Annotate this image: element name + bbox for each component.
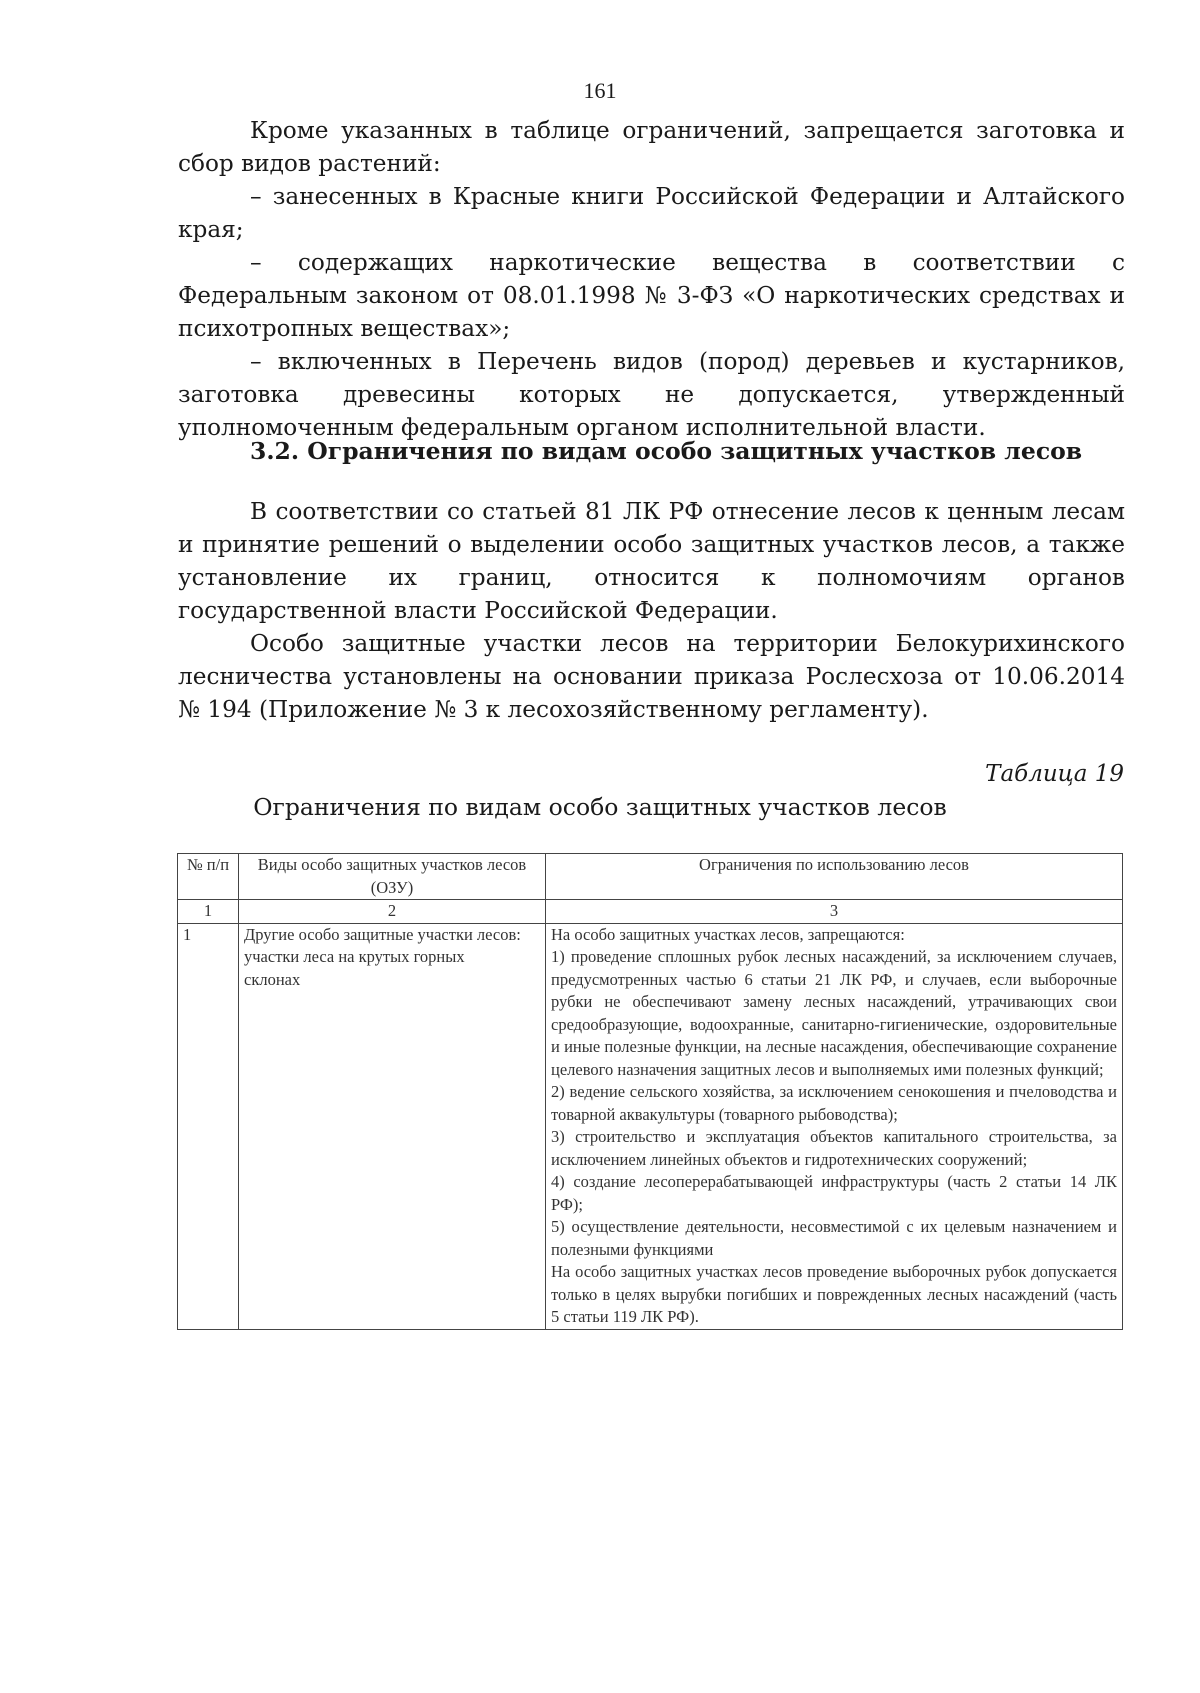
table-column-number-row [178, 900, 1123, 924]
row-number: 1 [178, 923, 239, 1329]
section-heading: 3.2. Ограничения по видам особо защитных участков лесов [250, 437, 1083, 465]
section-paragraph: В соответствии со статьей 81 ЛК РФ отнесение лесов к ценным лесам и принятие решений о выделении особо защитных участков лесов, а также установление их границ, относится к полномочиям органов государственной власти Российской Федерации. [178, 498, 1125, 624]
intro-list-item: – включенных в Перечень видов (пород) деревьев и кустарников, заготовка древесины которых не допускается, утвержденный уполномоченным федеральным органом исполнительной власти. [178, 348, 1125, 441]
intro-list-item: – занесенных в Красные книги Российской Федерации и Алтайского края; [178, 183, 1125, 243]
row-kind-label: Другие особо защитные участки лесов: [244, 924, 521, 944]
restriction-item: 3) строительство и эксплуатация объектов капитального строительства, за исключением линейных объектов и гидротехнических сооружений; [551, 1127, 1117, 1169]
restriction-item: 4) создание лесоперерабатывающей инфраструктуры (часть 2 статьи 14 ЛК РФ); [551, 1172, 1117, 1214]
restriction-item: На особо защитных участках лесов, запрещаются: [551, 924, 905, 944]
intro-list-item: – содержащих наркотические вещества в соответствии с Федеральным законом от 08.01.1998 № 3-ФЗ «О наркотических средствах и психотропных веществах»; [178, 249, 1125, 342]
header-cell-kind: Виды особо защитных участков лесов (ОЗУ) [239, 854, 546, 900]
table-title: Ограничения по видам особо защитных участков лесов [253, 793, 947, 821]
intro-paragraph: Кроме указанных в таблице ограничений, запрещается заготовка и сбор видов растений: [178, 117, 1125, 177]
header-cell-number: № п/п [178, 854, 239, 900]
restriction-item: 2) ведение сельского хозяйства, за исключением сенокошения и пчеловодства и товарной аквакультуры (товарного рыбоводства); [551, 1082, 1117, 1124]
row-kind-value: участки леса на крутых горных склонах [244, 947, 465, 989]
restrictions-table [177, 853, 1123, 1330]
intro-block [178, 114, 1125, 444]
row-restrictions-cell [546, 923, 1123, 1329]
page-number: 161 [583, 78, 617, 103]
column-number: 3 [546, 900, 1123, 924]
header-cell-restrictions: Ограничения по использованию лесов [546, 854, 1123, 900]
section-paragraph: Особо защитные участки лесов на территории Белокурихинского лесничества установлены на основании приказа Рослесхоза от 10.06.2014 № 194 (Приложение № 3 к лесохозяйственному регламенту). [178, 630, 1125, 723]
restriction-item: На особо защитных участках лесов проведение выборочных рубок допускается только в целях вырубки погибших и поврежденных лесных насаждений (часть 5 статьи 119 ЛК РФ). [551, 1262, 1117, 1326]
table-caption: Таблица 19 [985, 761, 1124, 787]
table-header-row [178, 854, 1123, 900]
column-number: 1 [178, 900, 239, 924]
column-number: 2 [239, 900, 546, 924]
row-kind-cell [239, 923, 546, 1329]
restriction-item: 5) осуществление деятельности, несовместимой с их целевым назначением и полезными функциями [551, 1217, 1117, 1259]
restriction-item: 1) проведение сплошных рубок лесных насаждений, за исключением случаев, предусмотренных частью 6 статьи 21 ЛК РФ, и случаев, если выборочные рубки не обеспечивают замену лесных насаждений, утрачивающих свои средообразующие, водоохранные, санитарно-гигиенические, оздоровительные и иные полезные функции, на лесные насаждения, обеспечивающие сохранение целевого назначения защитных лесов и выполняемых ими полезных функций; [551, 947, 1117, 1079]
table-row [178, 923, 1123, 1329]
section-block [178, 495, 1125, 726]
